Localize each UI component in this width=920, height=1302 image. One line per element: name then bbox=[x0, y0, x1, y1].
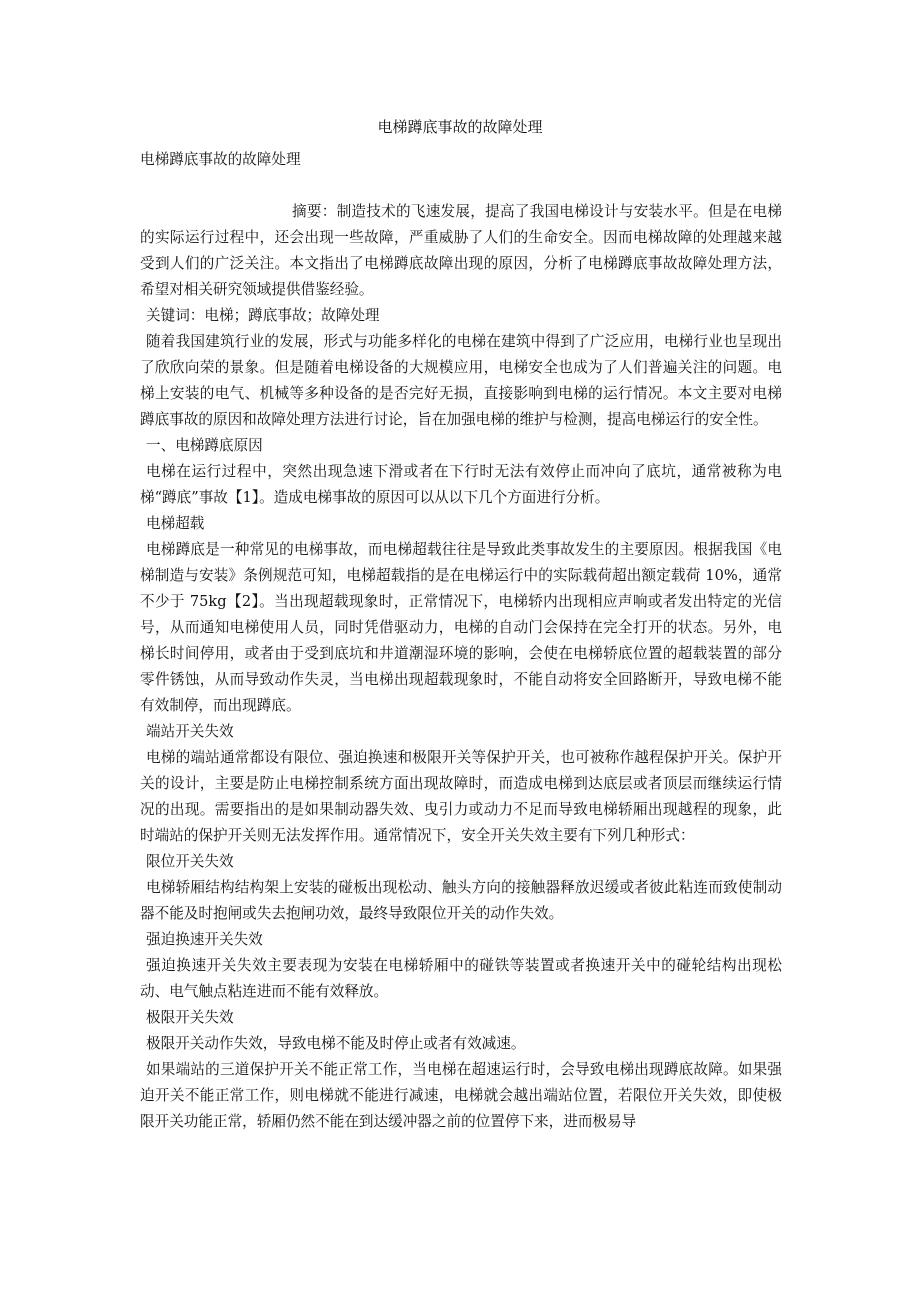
document-body bbox=[140, 147, 782, 1135]
overload-paragraph: 电梯蹲底是一种常见的电梯事故，而电梯超载往往是导致此类事故发生的主要原因。根据我国《电梯制造与安装》条例规范可知，电梯超载指的是在电梯运行中的实际载荷超出额定载荷 10%，通常不少于 75kg【2】。当出现超载现象时，正常情况下，电梯轿内出现相应声响或者发出特定的光信号，从而通知电梯使用人员，同时凭借驱动力，电梯的自动门会保持在完全打开的状态。另外，电梯长时间停用，或者由于受到底坑和井道潮湿环境的影响，会使在电梯轿底位置的超载装置的部分零件锈蚀，从而导致动作失灵，当电梯出现超载现象时，不能自动将安全回路断开，导致电梯不能有效制停，而出现蹲底。 bbox=[140, 541, 782, 714]
abstract-paragraph: 摘要：制造技术的飞速发展，提高了我国电梯设计与安装水平。但是在电梯的实际运行过程中，还会出现一些故障，严重威胁了人们的生命安全。因而电梯故障的处理越来越受到人们的广泛关注。本文指出了电梯蹲底故障出现的原因，分析了电梯蹲底事故故障处理方法，希望对相关研究领域提供借鉴经验。 bbox=[140, 203, 782, 298]
forced-slowdown-paragraph: 强迫换速开关失效主要表现为安装在电梯轿厢中的碰铁等装置或者换速开关中的碰轮结构出现松动、电气触点粘连进而不能有效释放。 bbox=[140, 957, 782, 1000]
subheading-forced-slowdown: 强迫换速开关失效 bbox=[146, 931, 263, 948]
causes-paragraph: 电梯在运行过程中，突然出现急速下滑或者在下行时无法有效停止而冲向了底坑，通常被称为电梯“蹲底”事故【1】。造成电梯事故的原因可以从以下几个方面进行分析。 bbox=[140, 463, 782, 506]
section-heading-causes: 一、电梯蹲底原因 bbox=[146, 437, 263, 454]
subheading-terminal-switch: 端站开关失效 bbox=[146, 723, 234, 740]
subheading-overload: 电梯超载 bbox=[146, 515, 205, 532]
final-limit-paragraph: 极限开关动作失效，导致电梯不能及时停止或者有效减速。 bbox=[146, 1035, 526, 1052]
subheading-limit-switch: 限位开关失效 bbox=[146, 853, 234, 870]
document-subtitle: 电梯蹲底事故的故障处理 bbox=[140, 151, 301, 168]
keywords-line: 关键词：电梯；蹲底事故；故障处理 bbox=[146, 307, 380, 324]
terminal-switch-paragraph: 电梯的端站通常都设有限位、强迫换速和极限开关等保护开关，也可被称作越程保护开关。保护开关的设计，主要是防止电梯控制系统方面出现故障时，而造成电梯到达底层或者顶层而继续运行情况的出现。需要指出的是如果制动器失效、曳引力或动力不足而导致电梯轿厢出现越程的现象，此时端站的保护开关则无法发挥作用。通常情况下，安全开关失效主要有下列几种形式： bbox=[140, 749, 782, 844]
closing-paragraph: 如果端站的三道保护开关不能正常工作，当电梯在超速运行时，会导致电梯出现蹲底故障。如果强迫开关不能正常工作，则电梯就不能进行减速，电梯就会越出端站位置，若限位开关失效，即使极限开关功能正常，轿厢仍然不能在到达缓冲器之前的位置停下来，进而极易导 bbox=[140, 1061, 782, 1130]
intro-paragraph: 随着我国建筑行业的发展，形式与功能多样化的电梯在建筑中得到了广泛应用，电梯行业也呈现出了欣欣向荣的景象。但是随着电梯设备的大规模应用，电梯安全也成为了人们普遍关注的问题。电梯上安装的电气、机械等多种设备的是否完好无损，直接影响到电梯的运行情况。本文主要对电梯蹲底事故的原因和故障处理方法进行讨论，旨在加强电梯的维护与检测，提高电梯运行的安全性。 bbox=[140, 333, 782, 428]
document-title: 电梯蹲底事故的故障处理 bbox=[377, 118, 543, 136]
limit-switch-paragraph: 电梯轿厢结构结构架上安装的碰板出现松动、触头方向的接触器释放迟缓或者彼此粘连而致使制动器不能及时抱闸或失去抱闸功效，最终导致限位开关的动作失效。 bbox=[140, 879, 782, 922]
subheading-final-limit: 极限开关失效 bbox=[146, 1009, 234, 1026]
